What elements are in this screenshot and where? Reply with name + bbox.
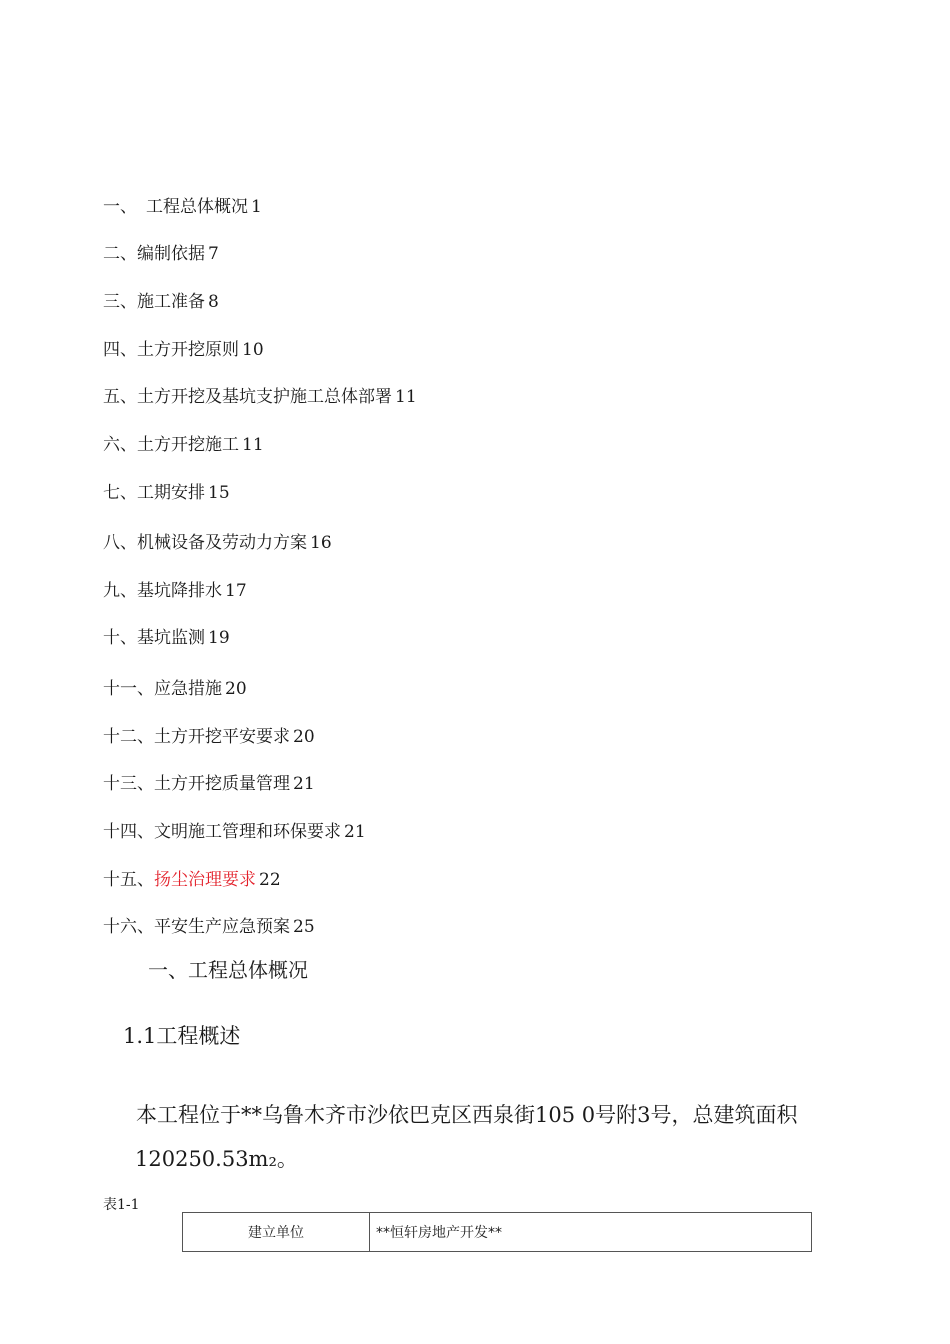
toc-item-page: 19 bbox=[208, 628, 230, 648]
toc-item-number: 一、 bbox=[103, 197, 137, 217]
toc-item-page: 25 bbox=[293, 917, 315, 937]
toc-item-number: 八、 bbox=[103, 533, 137, 553]
toc-item-page: 7 bbox=[208, 244, 219, 264]
toc-item-page: 20 bbox=[225, 679, 247, 699]
project-info-table bbox=[182, 1212, 812, 1252]
toc-item[interactable] bbox=[103, 386, 417, 408]
toc-item-number: 三、 bbox=[103, 292, 137, 312]
toc-item[interactable] bbox=[103, 580, 247, 602]
toc-item-title: 工期安排 bbox=[137, 483, 205, 503]
toc-item-number: 十三、 bbox=[103, 774, 154, 794]
body-paragraph bbox=[136, 1093, 836, 1181]
toc-item-page: 11 bbox=[395, 387, 417, 407]
toc-item-number: 十一、 bbox=[103, 679, 154, 699]
toc-item-title: 土方开挖及基坑支护施工总体部署 bbox=[137, 387, 392, 407]
toc-item[interactable] bbox=[103, 291, 219, 313]
toc-item-title: 工程总体概况 bbox=[146, 197, 248, 217]
toc-item[interactable] bbox=[103, 821, 366, 843]
toc-item-page: 20 bbox=[293, 727, 315, 747]
toc-item-page: 10 bbox=[242, 340, 264, 360]
toc-item-page: 1 bbox=[251, 197, 262, 217]
toc-item-page: 11 bbox=[242, 435, 264, 455]
toc-item-title: 机械设备及劳动力方案 bbox=[137, 533, 307, 553]
toc-item-page: 21 bbox=[293, 774, 315, 794]
toc-item-page: 21 bbox=[344, 822, 366, 842]
table-cell-value: **恒轩房地产开发** bbox=[370, 1213, 812, 1252]
toc-item[interactable] bbox=[103, 869, 281, 891]
table-cell-key: 建立单位 bbox=[183, 1213, 370, 1252]
table-caption: 表1-1 bbox=[103, 1197, 140, 1213]
toc-item-page: 17 bbox=[225, 581, 247, 601]
toc-item-number: 十二、 bbox=[103, 727, 154, 747]
toc-item-title: 土方开挖原则 bbox=[137, 340, 239, 360]
toc-item-title: 土方开挖平安要求 bbox=[154, 727, 290, 747]
toc-item[interactable] bbox=[103, 627, 230, 649]
toc-item-title: 扬尘治理要求 bbox=[154, 870, 256, 890]
toc-item-page: 15 bbox=[208, 483, 230, 503]
toc-item-number: 二、 bbox=[103, 244, 137, 264]
toc-item-number: 九、 bbox=[103, 581, 137, 601]
toc-item-title: 施工准备 bbox=[137, 292, 205, 312]
paragraph-line: 本工程位于**乌鲁木齐市沙依巴克区西泉街105 0号附3号，总建筑面积 bbox=[136, 1103, 798, 1127]
section-heading: 一、工程总体概况 bbox=[148, 958, 308, 982]
paragraph-line: 120250.53m₂。 bbox=[135, 1147, 298, 1171]
toc-item[interactable] bbox=[103, 678, 247, 700]
toc-item[interactable] bbox=[103, 339, 264, 361]
toc-item[interactable] bbox=[103, 916, 315, 938]
toc-item-number: 十四、 bbox=[103, 822, 154, 842]
toc-item-page: 16 bbox=[310, 533, 332, 553]
toc-item-page: 22 bbox=[259, 870, 281, 890]
toc-item[interactable] bbox=[103, 434, 264, 456]
toc-item-page: 8 bbox=[208, 292, 219, 312]
toc-item-title: 编制依据 bbox=[137, 244, 205, 264]
toc-item[interactable] bbox=[103, 773, 315, 795]
toc-item-title: 基坑降排水 bbox=[137, 581, 222, 601]
toc-item-title: 土方开挖质量管理 bbox=[154, 774, 290, 794]
toc-item-number: 四、 bbox=[103, 340, 137, 360]
toc-item-number: 六、 bbox=[103, 435, 137, 455]
toc-item[interactable] bbox=[103, 196, 262, 218]
toc-item-number: 十六、 bbox=[103, 917, 154, 937]
toc-item-title: 文明施工管理和环保要求 bbox=[154, 822, 341, 842]
toc-item-number: 七、 bbox=[103, 483, 137, 503]
toc-item[interactable] bbox=[103, 482, 230, 504]
subsection-heading: 1.1工程概述 bbox=[123, 1024, 241, 1048]
toc-item-number: 五、 bbox=[103, 387, 137, 407]
toc-item-title: 应急措施 bbox=[154, 679, 222, 699]
toc-item-number: 十、 bbox=[103, 628, 137, 648]
toc-item[interactable] bbox=[103, 243, 219, 265]
toc-item-title: 基坑监测 bbox=[137, 628, 205, 648]
toc-item-title: 平安生产应急预案 bbox=[154, 917, 290, 937]
toc-item-title: 土方开挖施工 bbox=[137, 435, 239, 455]
toc-item[interactable] bbox=[103, 532, 332, 554]
toc-item-number: 十五、 bbox=[103, 870, 154, 890]
toc-item[interactable] bbox=[103, 726, 315, 748]
table-row bbox=[183, 1213, 812, 1252]
